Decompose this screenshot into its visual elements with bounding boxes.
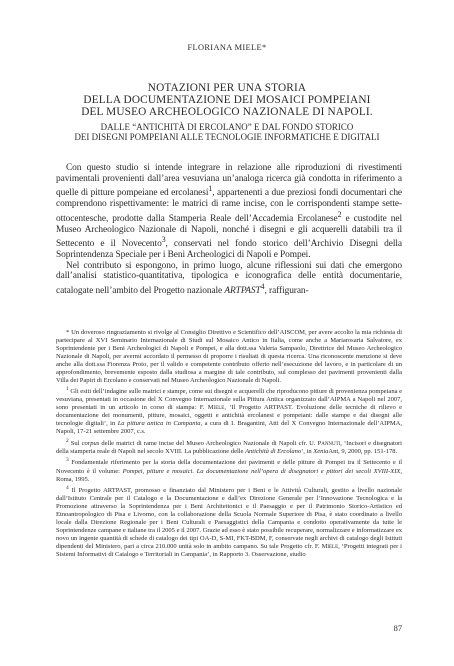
footnote-ref-1: 1 bbox=[208, 184, 213, 194]
body-paragraph-1: Con questo studio si intende integrare in relazione alle riproduzioni di rivestimenti pavimentali provenienti dall’area vesuviana un’analoga ricerca già condotta in riferimento a quelle di pitture pompeiane ed ercolanesi$^1$, appartenenti a due preziosi fondi documentari che comprendono rispettivamente: le matrici di rame incise, con le corrispondenti stampe sette-ottocentesche, prodotte dalla Stamperia Reale dell’Accademia Ercolanese$^2$ e custodite nel Museo Archeologico Nazionale di Napoli, nonché i disegni e gli acquerelli databili tra il Settecento e il Novecento$^3$, conservati nel fondo storico dell’Archivio Disegni della Soprintendenza Speciale per i Beni Archeologici di Napoli e Pompei. bbox=[56, 163, 403, 260]
body-paragraph-2: Nel contributo si espongono, in primo luogo, alcune riflessioni sui dati che emergono dall’analisi statistico-quantitativa, tipologica e iconografica delle entità documentarie, catalogate nell’ambito del Progetto nazionale ARTPAST$^4$, raffiguran- bbox=[56, 260, 402, 297]
title-line-2: DELLA DOCUMENTAZIONE DEI MOSAICI POMPEIANI bbox=[83, 93, 371, 106]
footnote-1: $^1$ Gli esiti dell’indagine sulle matrici e stampe, come sui disegni e acquerelli che riproducono pitture di provenienza pompeiana e vesuviana, presentati in occasione del X Convegno Internazionale sulla Pittura Antica organizzato dall’AIPMA a Napoli nel 2007, sono presentati in un articolo in corso di stampa: F. Miele, ‘Il Progetto ARTPAST. Evoluzione delle tecniche di rilievo e documentazione dei monumenti, pitture, mosaici, oggetti e antichità ercolanesi e pompeiani: dalle stampe e dai disegni alle tecnologie digitali’, in La pittura antica in Campania, a cura di I. Bragantini, Atti del X Convegno Internazionale dell’AIPMA, Napoli, 17-21 settembre 2007, c.s. bbox=[56, 386, 403, 436]
article-title bbox=[20, 83, 434, 118]
subtitle-line-1: DALLE “ANTICHITÀ DI ERCOLANO” E DAL FONDO STORICO bbox=[100, 122, 354, 132]
article-subtitle bbox=[20, 122, 434, 142]
body-text bbox=[56, 163, 402, 297]
footnote-3: $^3$ Fondamentale riferimento per la storia della documentazione dei pavimenti e delle pitture di Pompei tra il Settecento e il Novecento è il volume: Pompei, pitture e mosaici. La documentazione nell’opera di disegnatori e pittori dei secoli XVIII-XIX, Roma, 1995. bbox=[56, 457, 402, 483]
footnote-ref-2: 2 bbox=[337, 209, 342, 219]
footnote-acknowledgement: * Un doveroso ringraziamento si rivolge al Consiglio Direttivo e Scientifico dell’AISCOM, per avere accolto la mia richiesta di partecipare al XVI Seminario Internazionale di Studi sul Mosaico Antico in Italia, come anche a Mariarosaria Salvatore, ex Soprintendente per i Beni Archeologici di Napoli e Pompei, e alla dott.ssa Valeria Sampaolo, Direttrice del Museo Archeologico Nazionale di Napoli, per avermi accordato il permesso di proporre i risultati di questa ricerca. Una riconoscente menzione si deve anche alla dott.ssa Fiorenza Proto, per il valido e competente contributo offerto nell’esecuzione del lavoro, e in particolare di un approfondimento, brevemente esposto dalla studiosa a margine di tale contributo, sul complesso dei pavimenti provenienti dalla Villa dei Papiri di Ercolano e conservati nel Museo Archeologico Nazionale di Napoli. bbox=[56, 329, 402, 384]
subtitle-line-2: DEI DISEGNI POMPEIANI ALLE TECNOLOGIE INFORMATICHE E DIGITALI bbox=[74, 132, 380, 143]
footnote-4: $^4$ Il Progetto ARTPAST, promosso e finanziato dal Ministero per i Beni e le Attività Culturali, gestito a livello nazionale dall’Istituto Centrale per il Catalogo e la Documentazione e dall’ex Direzione Generale per l’Innovazione Tecnologica e la Promozione attraverso la Soprintendenza per i Beni Architettonici e il Paesaggio e per il Patrimonio Storico-Artistico ed Etnoantropologico di Pisa e Livorno, con la collaborazione della Scuola Normale Superiore di Pisa, è stato coordinato a livello locale dalla Direzione Regionale per i Beni Culturali e Paesaggistici della Campania e condotto operativamente da tutte le Soprintendenze campane e italiane tra il 2005 e il 2007. Grazie ad esso è stato possibile recuperare, normalizzare e informatizzare ex novo un ingente quantità di schede di catalogo dei tipi OA-D, S-MI, FKT-BDM, F, conservate negli archivi di catalogo degli Istituti dipendenti del Ministero, pari a circa 210.000 unità solo in ambito campano. Su tale Progetto cfr. F. Miele, ‘Progetti integrati per i Sistemi Informativi di Catalogo e Territoriali in Campania’, in Rapporto 3. Osservazione, studio bbox=[56, 485, 402, 558]
artpast-italic: ARTPAST bbox=[224, 286, 261, 297]
author-name: FLORIANA MIELE* bbox=[187, 43, 267, 52]
footnote-ref-4: 4 bbox=[260, 281, 265, 291]
footnote-ref-3: 3 bbox=[161, 235, 166, 245]
title-line-1: NOTAZIONI PER UNA STORIA bbox=[147, 82, 307, 94]
page-number: 87 bbox=[393, 624, 402, 633]
footnotes bbox=[56, 329, 402, 559]
title-line-3: DEL MUSEO ARCHEOLOGICO NAZIONALE DI NAPOLI. bbox=[81, 105, 373, 118]
footnote-2: $^2$ Sul corpus delle matrici di rame incise del Museo Archeologico Nazionale di Napoli cfr. U. Pannuti, ‘Incisori e disegnatori della stamperia reale di Napoli nel secolo XVIII. La pubblicazione delle Antichità di Ercolano’, in XeniaAnt, 9, 2000, pp. 151-178. bbox=[56, 437, 402, 455]
